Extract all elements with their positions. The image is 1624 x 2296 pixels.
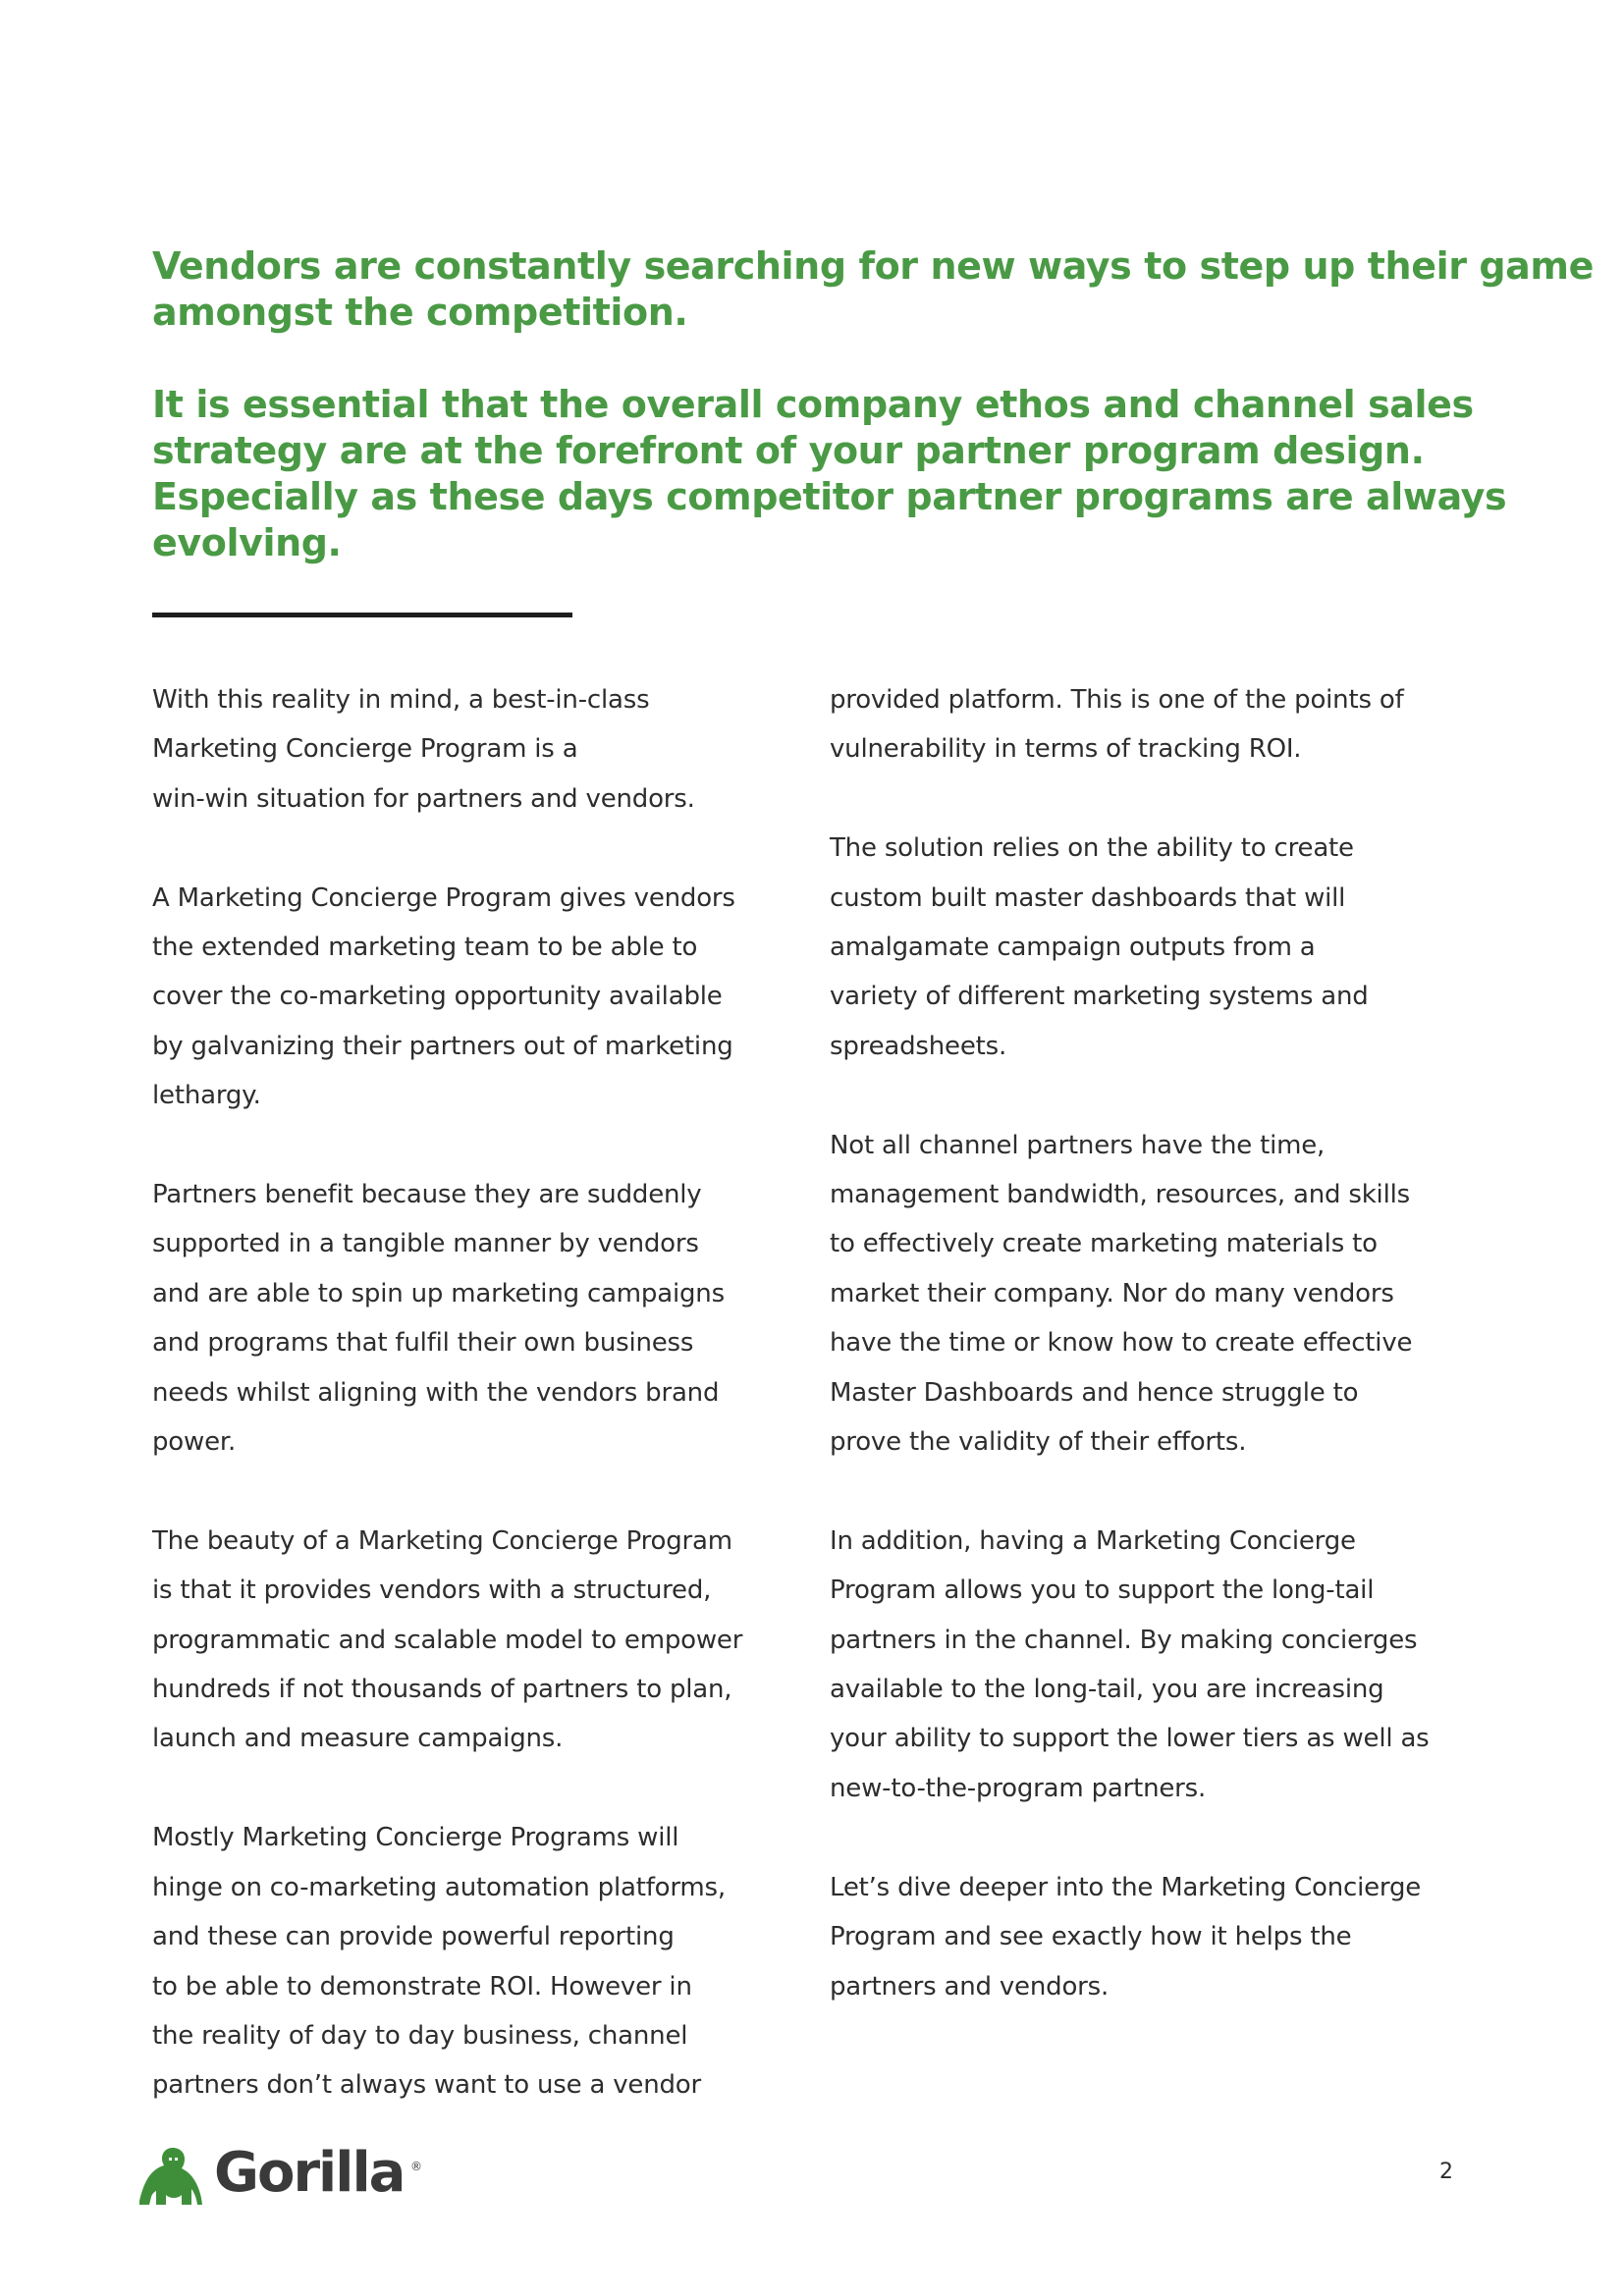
body-line: spreadsheets. [830, 1031, 1007, 1061]
body-paragraph [152, 675, 839, 824]
body-line: Let’s dive deeper into the Marketing Concierge [830, 1872, 1422, 1902]
headline-line: Especially as these days competitor partner programs are always [152, 475, 1507, 518]
gorilla-logo [135, 2141, 422, 2207]
body-line: partners don’t always want to use a vendor [152, 2070, 702, 2101]
body-paragraph [152, 874, 839, 1121]
body-line: have the time or know how to create effective [830, 1328, 1413, 1359]
body-paragraph [152, 1170, 839, 1467]
headline-line: amongst the competition. [152, 291, 688, 334]
body-paragraph [830, 824, 1517, 1071]
body-line: power. [152, 1427, 237, 1458]
body-line: The solution relies on the ability to create [830, 833, 1354, 864]
gorilla-icon [135, 2144, 204, 2207]
body-line: lethargy. [152, 1081, 261, 1111]
body-line: is that it provides vendors with a structured, [152, 1575, 712, 1606]
body-line: partners and vendors. [830, 1971, 1110, 2002]
body-line: A Marketing Concierge Program gives vendors [152, 882, 735, 913]
body-line: and are able to spin up marketing campaigns [152, 1278, 725, 1308]
headline-paragraph-2 [152, 382, 1527, 566]
headline-paragraph-1 [152, 243, 1594, 336]
body-line: partners in the channel. By making concierges [830, 1625, 1418, 1655]
body-line: and programs that fulfil their own business [152, 1328, 694, 1359]
body-line: hinge on co-marketing automation platforms, [152, 1872, 726, 1902]
body-paragraph [830, 1121, 1517, 1468]
registered-mark: ® [410, 2160, 422, 2173]
headline-line: strategy are at the forefront of your partner program design. [152, 429, 1425, 472]
body-line: variety of different marketing systems and [830, 982, 1369, 1012]
body-line: to effectively create marketing materials to [830, 1229, 1378, 1259]
body-line: the reality of day to day business, channel [152, 2020, 688, 2051]
left-column [152, 675, 839, 2160]
headline-line: It is essential that the overall company ethos and channel sales [152, 383, 1474, 426]
body-line: market their company. Nor do many vendors [830, 1278, 1394, 1308]
logo-wordmark: Gorilla [214, 2141, 405, 2205]
body-line: Program and see exactly how it helps the [830, 1922, 1352, 1952]
body-paragraph [152, 1517, 839, 1764]
body-line: needs whilst aligning with the vendors brand [152, 1377, 720, 1408]
body-line: hundreds if not thousands of partners to plan, [152, 1675, 732, 1705]
body-line: Partners benefit because they are suddenly [152, 1180, 702, 1210]
body-line: Mostly Marketing Concierge Programs will [152, 1823, 679, 1853]
body-line: the extended marketing team to be able to [152, 933, 698, 963]
body-line: new-to-the-program partners. [830, 1773, 1207, 1803]
body-line: programmatic and scalable model to empower [152, 1625, 743, 1655]
right-column [830, 675, 1517, 2060]
body-line: supported in a tangible manner by vendors [152, 1229, 699, 1259]
body-line: With this reality in mind, a best-in-class [152, 685, 650, 715]
body-line: launch and measure campaigns. [152, 1724, 564, 1754]
body-line: Not all channel partners have the time, [830, 1130, 1326, 1160]
body-line: prove the validity of their efforts. [830, 1427, 1247, 1458]
body-line: available to the long-tail, you are increasing [830, 1675, 1384, 1705]
body-line: management bandwidth, resources, and skills [830, 1180, 1410, 1210]
body-line: your ability to support the lower tiers as well as [830, 1724, 1430, 1754]
body-line: provided platform. This is one of the points of [830, 685, 1404, 715]
body-line: In addition, having a Marketing Concierge [830, 1525, 1356, 1556]
section-divider [152, 613, 572, 617]
body-paragraph [830, 1517, 1517, 1813]
body-paragraph [830, 675, 1517, 774]
body-line: cover the co-marketing opportunity available [152, 982, 723, 1012]
body-line: custom built master dashboards that will [830, 882, 1346, 913]
body-line: Master Dashboards and hence struggle to [830, 1377, 1359, 1408]
body-line: The beauty of a Marketing Concierge Program [152, 1525, 732, 1556]
body-line: vulnerability in terms of tracking ROI. [830, 734, 1302, 765]
headline-block [152, 243, 1594, 613]
body-line: Marketing Concierge Program is a [152, 734, 578, 765]
body-line: to be able to demonstrate ROI. However in [152, 1971, 692, 2002]
body-line: Program allows you to support the long-tail [830, 1575, 1375, 1606]
headline-line: Vendors are constantly searching for new ways to step up their game [152, 244, 1594, 288]
body-line: amalgamate campaign outputs from a [830, 933, 1316, 963]
body-line: win-win situation for partners and vendors. [152, 783, 695, 814]
body-paragraph [152, 1813, 839, 2109]
page-number: 2 [1439, 2160, 1453, 2184]
headline-line: evolving. [152, 521, 342, 564]
body-paragraph [830, 1863, 1517, 2011]
body-line: and these can provide powerful reporting [152, 1922, 675, 1952]
body-line: by galvanizing their partners out of marketing [152, 1031, 733, 1061]
